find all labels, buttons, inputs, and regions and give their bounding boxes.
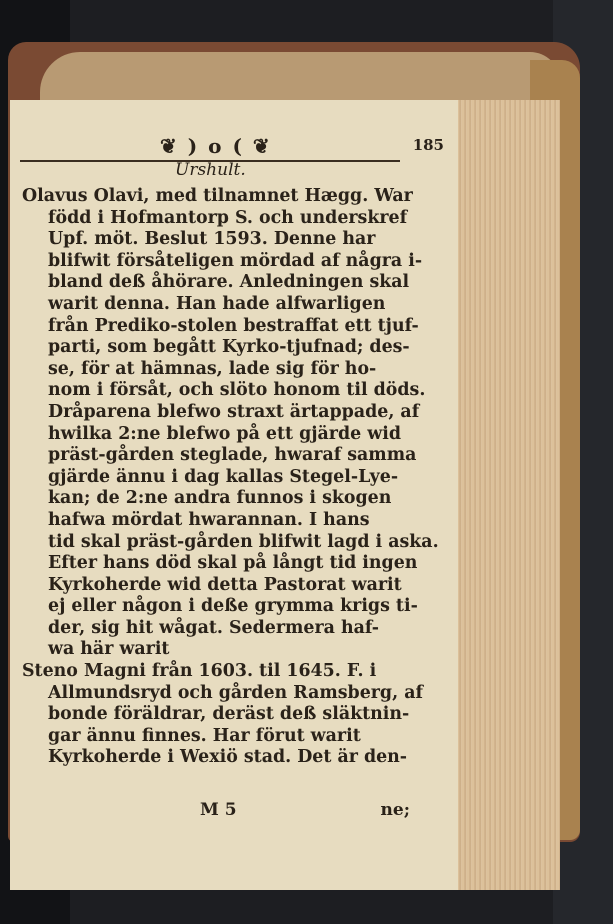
- text-line: präst-gården steglade, hwaraf samma: [48, 445, 417, 466]
- text-line: nom i försåt, och slöto honom til döds.: [48, 380, 426, 401]
- page-block-edge: [452, 100, 560, 890]
- text-line: hafwa mördat hwarannan. I hans: [48, 509, 370, 530]
- text-line: parti, som begått Kyrko-tjufnad; des-: [48, 337, 410, 358]
- text-line: ej eller någon i deße grymma krigs ti-: [48, 596, 418, 617]
- text-line: Dråparena blefwo straxt ärtappade, af: [48, 401, 420, 422]
- text-line: från Prediko-stolen bestraffat ett tjuf-: [48, 315, 419, 336]
- book-page: [10, 100, 458, 890]
- text-line: warit denna. Han hade alfwarligen: [48, 293, 386, 314]
- parish-subheading: Urshult.: [175, 160, 246, 180]
- text-line: hwilka 2:ne blefwo på ett gjärde wid: [48, 423, 401, 444]
- text-line: Allmundsryd och gården Ramsberg, af: [48, 682, 423, 703]
- text-line: wa här warit: [48, 639, 170, 660]
- text-line: se, för at hämnas, lade sig för ho-: [48, 358, 377, 379]
- text-line: tid skal präst-gården blifwit lagd i aska.: [48, 531, 439, 552]
- signature-mark: M 5: [200, 800, 237, 820]
- page-body: [22, 186, 439, 769]
- text-line: Kyrkoherde wid detta Pastorat warit: [48, 574, 402, 595]
- text-line: Kyrkoherde i Wexiö stad. Det är den-: [48, 747, 408, 768]
- text-line: Upf. möt. Beslut 1593. Denne har: [48, 229, 376, 250]
- text-line: blifwit försåteligen mördad af några i-: [48, 250, 423, 271]
- text-line: gjärde ännu i dag kallas Stegel-Lye-: [48, 466, 399, 487]
- text-line: der, sig hit wågat. Sedermera haf-: [48, 617, 379, 638]
- book-top-edge: [40, 52, 560, 100]
- text-line: Efter hans död skal på långt tid ingen: [48, 553, 418, 574]
- header-ornament: ❦ ) o ( ❦: [160, 134, 272, 158]
- text-line: kan; de 2:ne andra funnos i skogen: [48, 488, 392, 509]
- text-line: Steno Magni från 1603. til 1645. F. i: [22, 661, 377, 682]
- text-line: bonde föräldrar, deräst deß släktnin-: [48, 704, 410, 725]
- text-line: född i Hofmantorp S. och underskref: [48, 207, 408, 228]
- catchword: ne;: [380, 800, 410, 820]
- page-number: 185: [412, 136, 444, 154]
- text-line: Olavus Olavi, med tilnamnet Hægg. War: [22, 186, 413, 206]
- text-line: gar ännu finnes. Har förut warit: [48, 725, 361, 746]
- text-line: bland deß åhörare. Anledningen skal: [48, 272, 410, 293]
